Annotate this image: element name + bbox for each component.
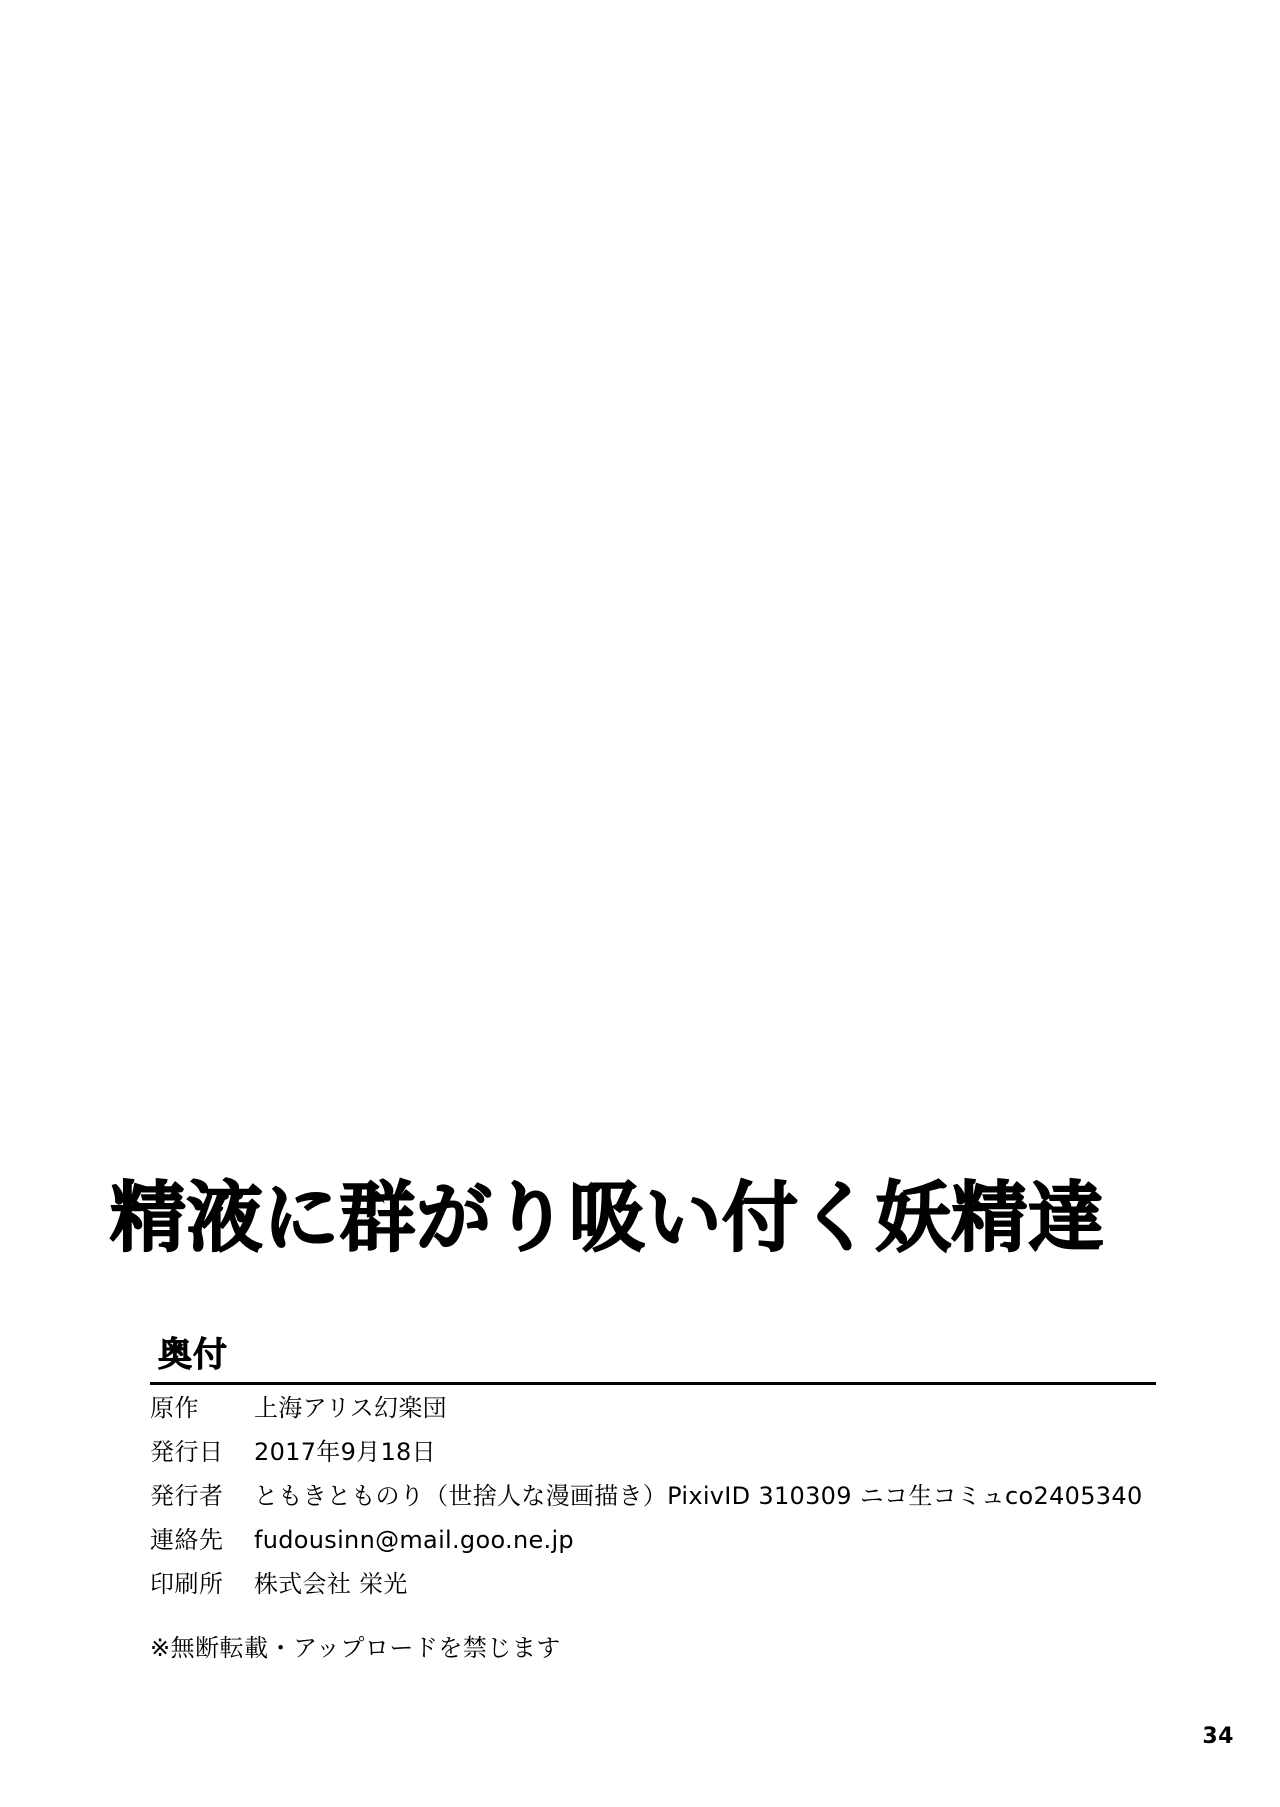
colophon-info-list	[150, 1396, 1160, 1616]
page-title: 精液に群がり吸い付く妖精達	[110, 1173, 1105, 1262]
info-value-contact-email: fudousinn@mail.goo.ne.jp	[254, 1526, 574, 1554]
info-value-publisher-ids: PixivID 310309 ニコ生コミュco2405340	[667, 1482, 1143, 1510]
list-item	[150, 1440, 1160, 1484]
page-number: 34	[1202, 1724, 1234, 1749]
info-value-publisher: ともきとものり（世捨人な漫画描き）	[254, 1482, 668, 1510]
info-value-printer: 株式会社 栄光	[254, 1570, 408, 1598]
list-item	[150, 1572, 1160, 1616]
list-item	[150, 1528, 1160, 1572]
reproduction-notice: ※無断転載・アップロードを禁じます	[150, 1634, 561, 1662]
info-label-publish-date: 発行日	[150, 1438, 224, 1466]
info-label-publisher: 発行者	[150, 1482, 224, 1510]
colophon-heading: 奥付	[158, 1335, 228, 1375]
info-label-original-work: 原作	[150, 1394, 199, 1422]
info-value-publish-date: 2017年9月18日	[254, 1438, 436, 1466]
info-label-contact: 連絡先	[150, 1526, 224, 1554]
info-label-printer: 印刷所	[150, 1570, 224, 1598]
info-value-original-work: 上海アリス幻楽団	[254, 1394, 447, 1422]
list-item	[150, 1396, 1160, 1440]
list-item	[150, 1484, 1160, 1528]
divider	[150, 1382, 1156, 1385]
